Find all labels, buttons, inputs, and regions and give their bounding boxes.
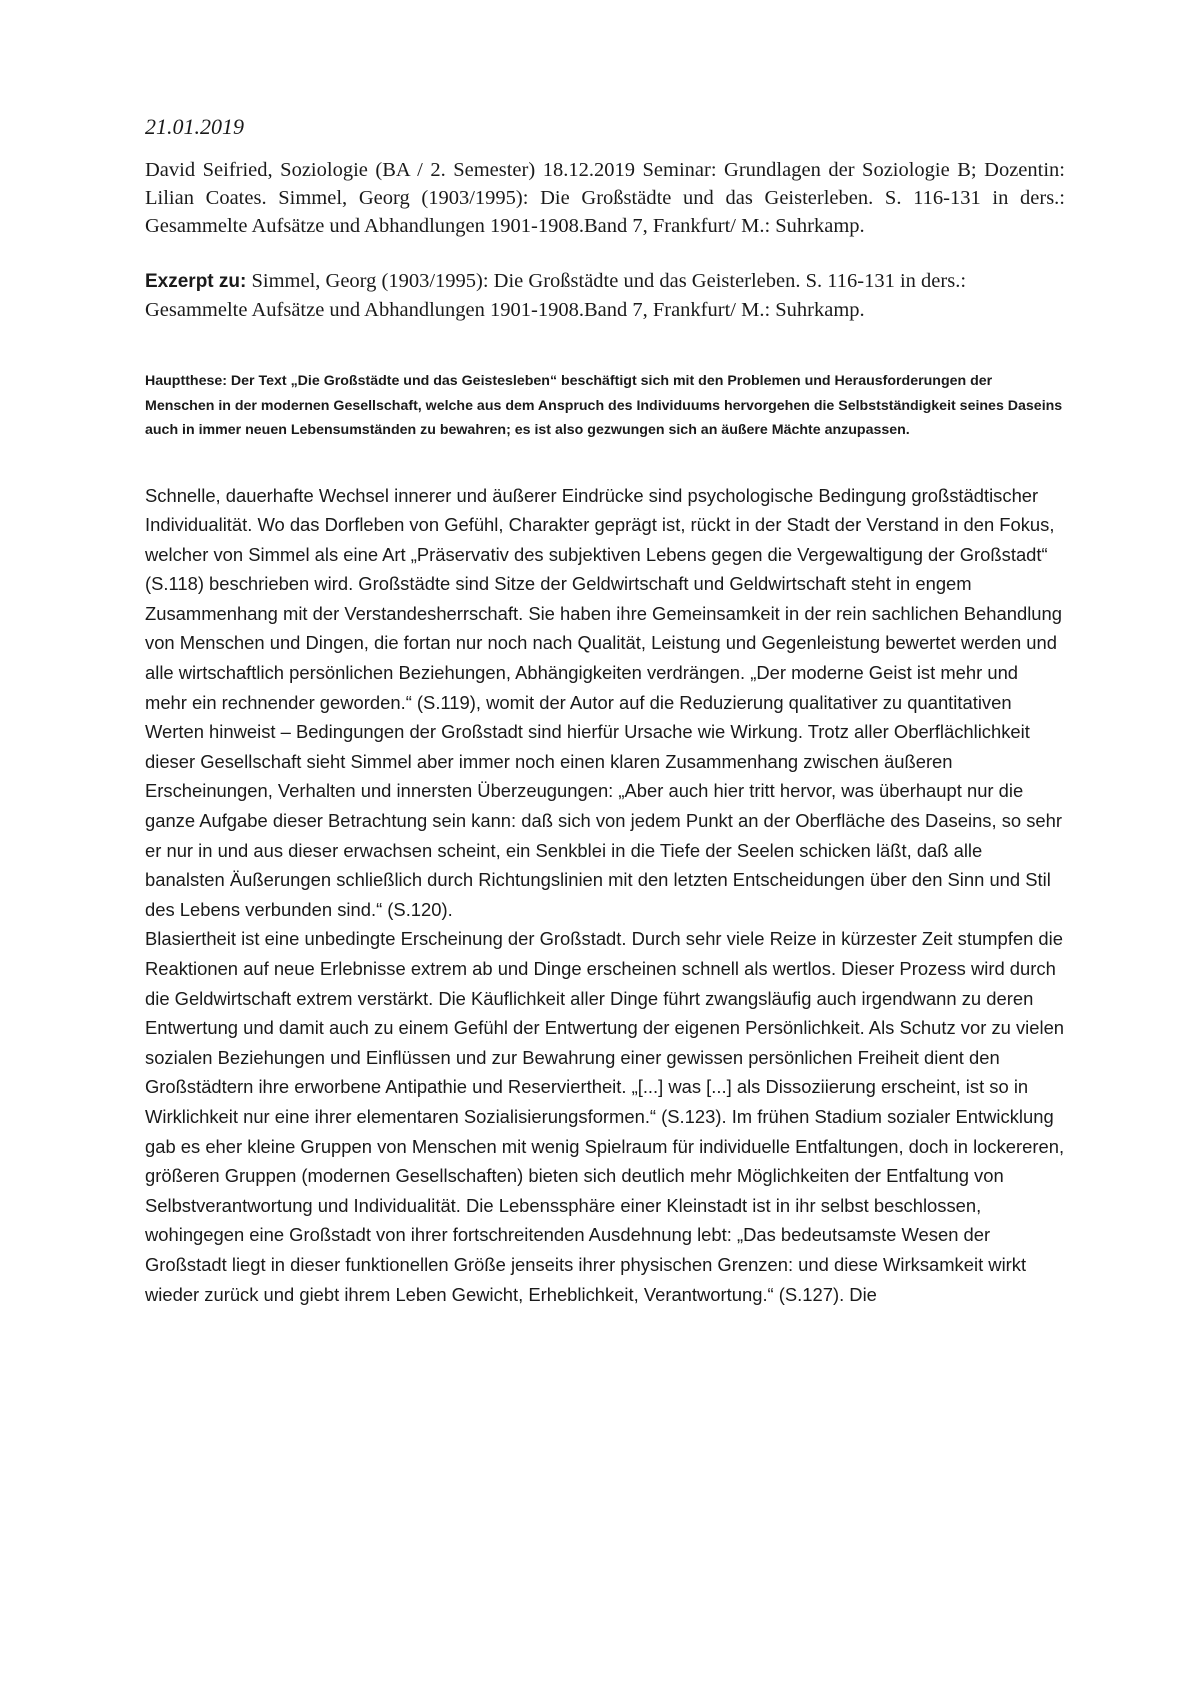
body-paragraph-1: Schnelle, dauerhafte Wechsel innerer und äußerer Eindrücke sind psychologische Bedingung großstädtischer Individualität. Wo das Dorfleben von Gefühl, Charakter geprägt ist, rückt in der Stadt der Verstand in den Fokus, welcher von Simmel als eine Art „Präservativ des subjektiven Lebens gegen die Vergewaltigung der Großstadt“ (S.118) beschrieben wird. Großstädte sind Sitze der Geldwirtschaft und Geldwirtschaft steht in engem Zusammenhang mit der Verstandesherrschaft. Sie haben ihre Gemeinsamkeit in der rein sachlichen Behandlung von Menschen und Dingen, die fortan nur noch nach Qualität, Leistung und Gegenleistung bewertet werden und alle wirtschaftlich persönlichen Beziehungen, Abhängigkeiten verdrängen. „Der moderne Geist ist mehr und mehr ein rechnender geworden.“ (S.119), womit der Autor auf die Reduzierung qualitativer zu quantitativen Werten hinweist – Bedingungen der Großstadt sind hierfür Ursache wie Wirkung. Trotz aller Oberflächlichkeit dieser Gesellschaft sieht Simmel aber immer noch einen klaren Zusammenhang zwischen äußeren Erscheinungen, Verhalten und innersten Überzeugungen: „Aber auch hier tritt hervor, was überhaupt nur die ganze Aufgabe dieser Betrachtung sein kann: daß sich von jedem Punkt an der Oberfläche des Daseins, so sehr er nur in und aus dieser erwachsen scheint, ein Senkblei in die Tiefe der Seelen schicken läßt, daß alle banalsten Äußerungen schließlich durch Richtungslinien mit den letzten Entscheidungen über den Sinn und Stil des Lebens verbunden sind.“ (S.120). (145, 484, 1063, 920)
document-page (145, 112, 1065, 1309)
excerpt-label: Exzerpt zu: (145, 271, 247, 292)
main-thesis: Hauptthese: Der Text „Die Großstädte und das Geistesleben“ beschäftigt sich mit den Problemen und Herausforderungen der Menschen in der modernen Gesellschaft, welche aus dem Anspruch des Individuums hervorgehen die Selbstständigkeit seines Daseins auch in immer neuen Lebensumständen zu bewahren; es ist also gezwungen sich an äußere Mächte anzupassen. (145, 373, 1063, 438)
excerpt-text: Simmel, Georg (1903/1995): Die Großstädte und das Geisterleben. S. 116-131 in ders.: Gesammelte Aufsätze und Abhandlungen 1901-1908.Band 7, Frankfurt/ M.: Suhrkamp. (145, 270, 967, 321)
body-paragraph-2: Blasiertheit ist eine unbedingte Erscheinung der Großstadt. Durch sehr viele Reize in kürzester Zeit stumpfen die Reaktionen auf neue Erlebnisse extrem ab und Dinge erscheinen schnell als wertlos. Dieser Prozess wird durch die Geldwirtschaft extrem verstärkt. Die Käuflichkeit aller Dinge führt zwangsläufig auch irgendwann zu deren Entwertung und damit auch zu einem Gefühl der Entwertung der eigenen Persönlichkeit. Als Schutz vor zu vielen sozialen Beziehungen und Einflüssen und zur Bewahrung einer gewissen persönlichen Freiheit dient den Großstädtern ihre erworbene Antipathie und Reserviertheit. „[...] was [...] als Dissoziierung erscheint, ist so in Wirklichkeit nur eine ihrer elementaren Sozialisierungsformen.“ (S.123). Im frühen Stadium sozialer Entwicklung gab es eher kleine Gruppen von Menschen mit wenig Spielraum für individuelle Entfaltungen, doch in lockereren, größeren Gruppen (modernen Gesellschaften) bieten sich deutlich mehr Möglichkeiten der Entfaltung von Selbstverantwortung und Individualität. Die Lebenssphäre einer Kleinstadt ist in ihr selbst beschlossen, wohingegen eine Großstadt von ihrer fortschreitenden Ausdehnung lebt: „Das bedeutsamste Wesen der Großstadt liegt in dieser funktionellen Größe jenseits ihrer physischen Grenzen: und diese Wirksamkeit wirkt wieder zurück und giebt ihrem Leben Gewicht, Erheblichkeit, Verantwortung.“ (S.127). Die (145, 928, 1065, 1305)
document-date: 21.01.2019 (145, 114, 244, 139)
excerpt-reference (145, 267, 1065, 325)
citation-header: David Seifried, Soziologie (BA / 2. Semester) 18.12.2019 Seminar: Grundlagen der Soziologie B; Dozentin: Lilian Coates. Simmel, Georg (1903/1995): Die Großstädte und das Geisterleben. S. 116-131 in ders.: Gesammelte Aufsätze und Abhandlungen 1901-1908.Band 7, Frankfurt/ M.: Suhrkamp. (145, 159, 1065, 237)
